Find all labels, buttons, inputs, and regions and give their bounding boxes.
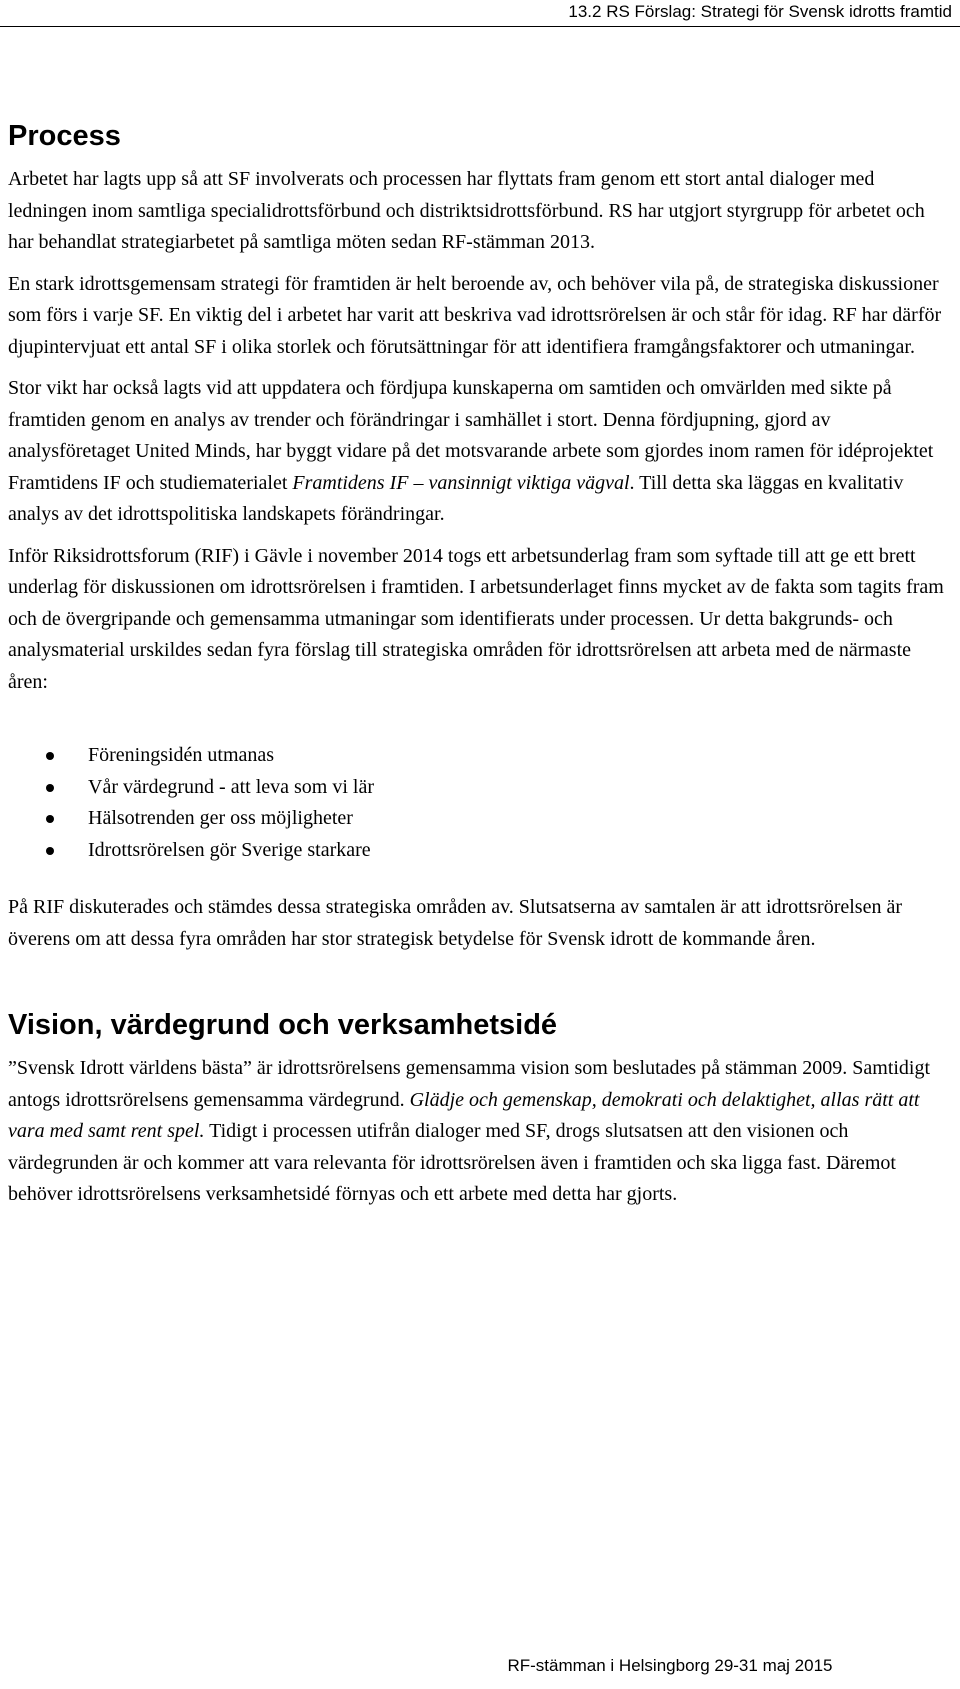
page-header <box>0 0 960 27</box>
process-paragraph-1: Arbetet har lagts upp så att SF involverats och processen har flyttats fram genom ett stort antal dialoger med ledningen inom samtliga specialidrottsförbund och distriktsidrottsförbund. RS har utgjort styrgrupp för arbetet och har behandlat strategiarbetet på samtliga möten sedan RF-stämman 2013. <box>8 168 925 253</box>
list-item-label: Idrottsrörelsen gör Sverige starkare <box>88 838 371 861</box>
process-paragraph-3-text-b: . Till detta ska läggas en kvalitativ analys av det idrottspolitiska landskapets förändringar. <box>8 471 904 525</box>
vision-paragraph-text-a: ”Svensk Idrott världens bästa” är idrottsrörelsens gemensamma vision som beslutades på stämman 2009. Samtidigt antogs idrottsrörelsens gemensamma värdegrund. <box>8 1057 931 1111</box>
list-item-label: Hälsotrenden ger oss möjligheter <box>88 807 353 829</box>
vision-paragraph-values: Glädje och gemenskap, demokrati och delaktighet, allas rätt att vara med samt rent spel. <box>8 1088 920 1142</box>
document-body <box>8 112 952 1221</box>
bullet-icon <box>46 752 54 760</box>
list-item-label: Vår värdegrund - att leva som vi lär <box>88 775 375 798</box>
process-paragraph-3-text-a: Stor vikt har också lagts vid att uppdatera och fördjupa kunskaperna om samtiden och omvärlden med sikte på framtiden genom en analys av trender och förändringar i samhället i stort. Denna fördjupning, gjord av analysföretaget United Minds, har byggt vidare på det motsvarande arbete som gjordes inom ramen för idéprojektet Framtidens IF och studiematerialet <box>8 377 934 494</box>
list-item <box>8 835 952 867</box>
header-title: 13.2 RS Förslag: Strategi för Svensk idrotts framtid <box>568 2 952 21</box>
process-paragraph-4: Inför Riksidrottsforum (RIF) i Gävle i november 2014 togs ett arbetsunderlag fram som syftade till att ge ett brett underlag för diskussionen om idrottsrörelsen i framtiden. I arbetsunderlaget finns mycket av de fakta som tagits fram och de övergripande och gemensamma utmaningar som identifierats under processen. Ur detta bakgrunds- och analysmaterial urskildes sedan fyra förslag till strategiska områden för idrottsrörelsen att arbeta med de närmaste åren: <box>8 544 944 693</box>
process-paragraph-5: På RIF diskuterades och stämdes dessa strategiska områden av. Slutsatserna av samtalen är att idrottsrörelsen är överens om att dessa fyra områden har stor strategisk betydelse för Svensk idrott de kommande åren. <box>8 896 903 950</box>
vision-heading: Vision, värdegrund och verksamhetsidé <box>8 1009 558 1041</box>
vision-paragraph <box>8 1053 952 1211</box>
process-heading: Process <box>8 120 121 152</box>
bullet-icon <box>46 784 54 792</box>
list-item-label: Föreningsidén utmanas <box>88 744 275 766</box>
page-footer <box>0 1656 960 1676</box>
bullet-icon <box>46 815 54 823</box>
strategic-areas-list <box>8 740 952 866</box>
process-paragraph-3 <box>8 373 952 531</box>
list-item <box>8 772 952 804</box>
process-paragraph-3-title: Framtidens IF – vansinnigt viktiga vägval <box>292 471 630 494</box>
footer-text: RF-stämman i Helsingborg 29-31 maj 2015 <box>507 1656 833 1675</box>
vision-paragraph-text-b: Tidigt i processen utifrån dialoger med SF, drogs slutsatsen att den visionen och värdegrunden är och kommer att vara relevanta för idrottsrörelsen även i framtiden och ska ligga fast. Däremot behöver idrottsrörelsens verksamhetsidé förnyas och ett arbete med detta har gjorts. <box>8 1120 896 1205</box>
bullet-icon <box>46 847 54 855</box>
list-item <box>8 803 952 835</box>
list-item <box>8 740 952 772</box>
process-paragraph-2: En stark idrottsgemensam strategi för framtiden är helt beroende av, och behöver vila på, de strategiska diskussioner som förs i varje SF. En viktig del i arbetet har varit att beskriva vad idrottsrörelsen är och står för idag. RF har därför djupintervjuat ett antal SF i olika storlek och förutsättningar för att identifiera framgångsfaktorer och utmaningar. <box>8 272 942 358</box>
